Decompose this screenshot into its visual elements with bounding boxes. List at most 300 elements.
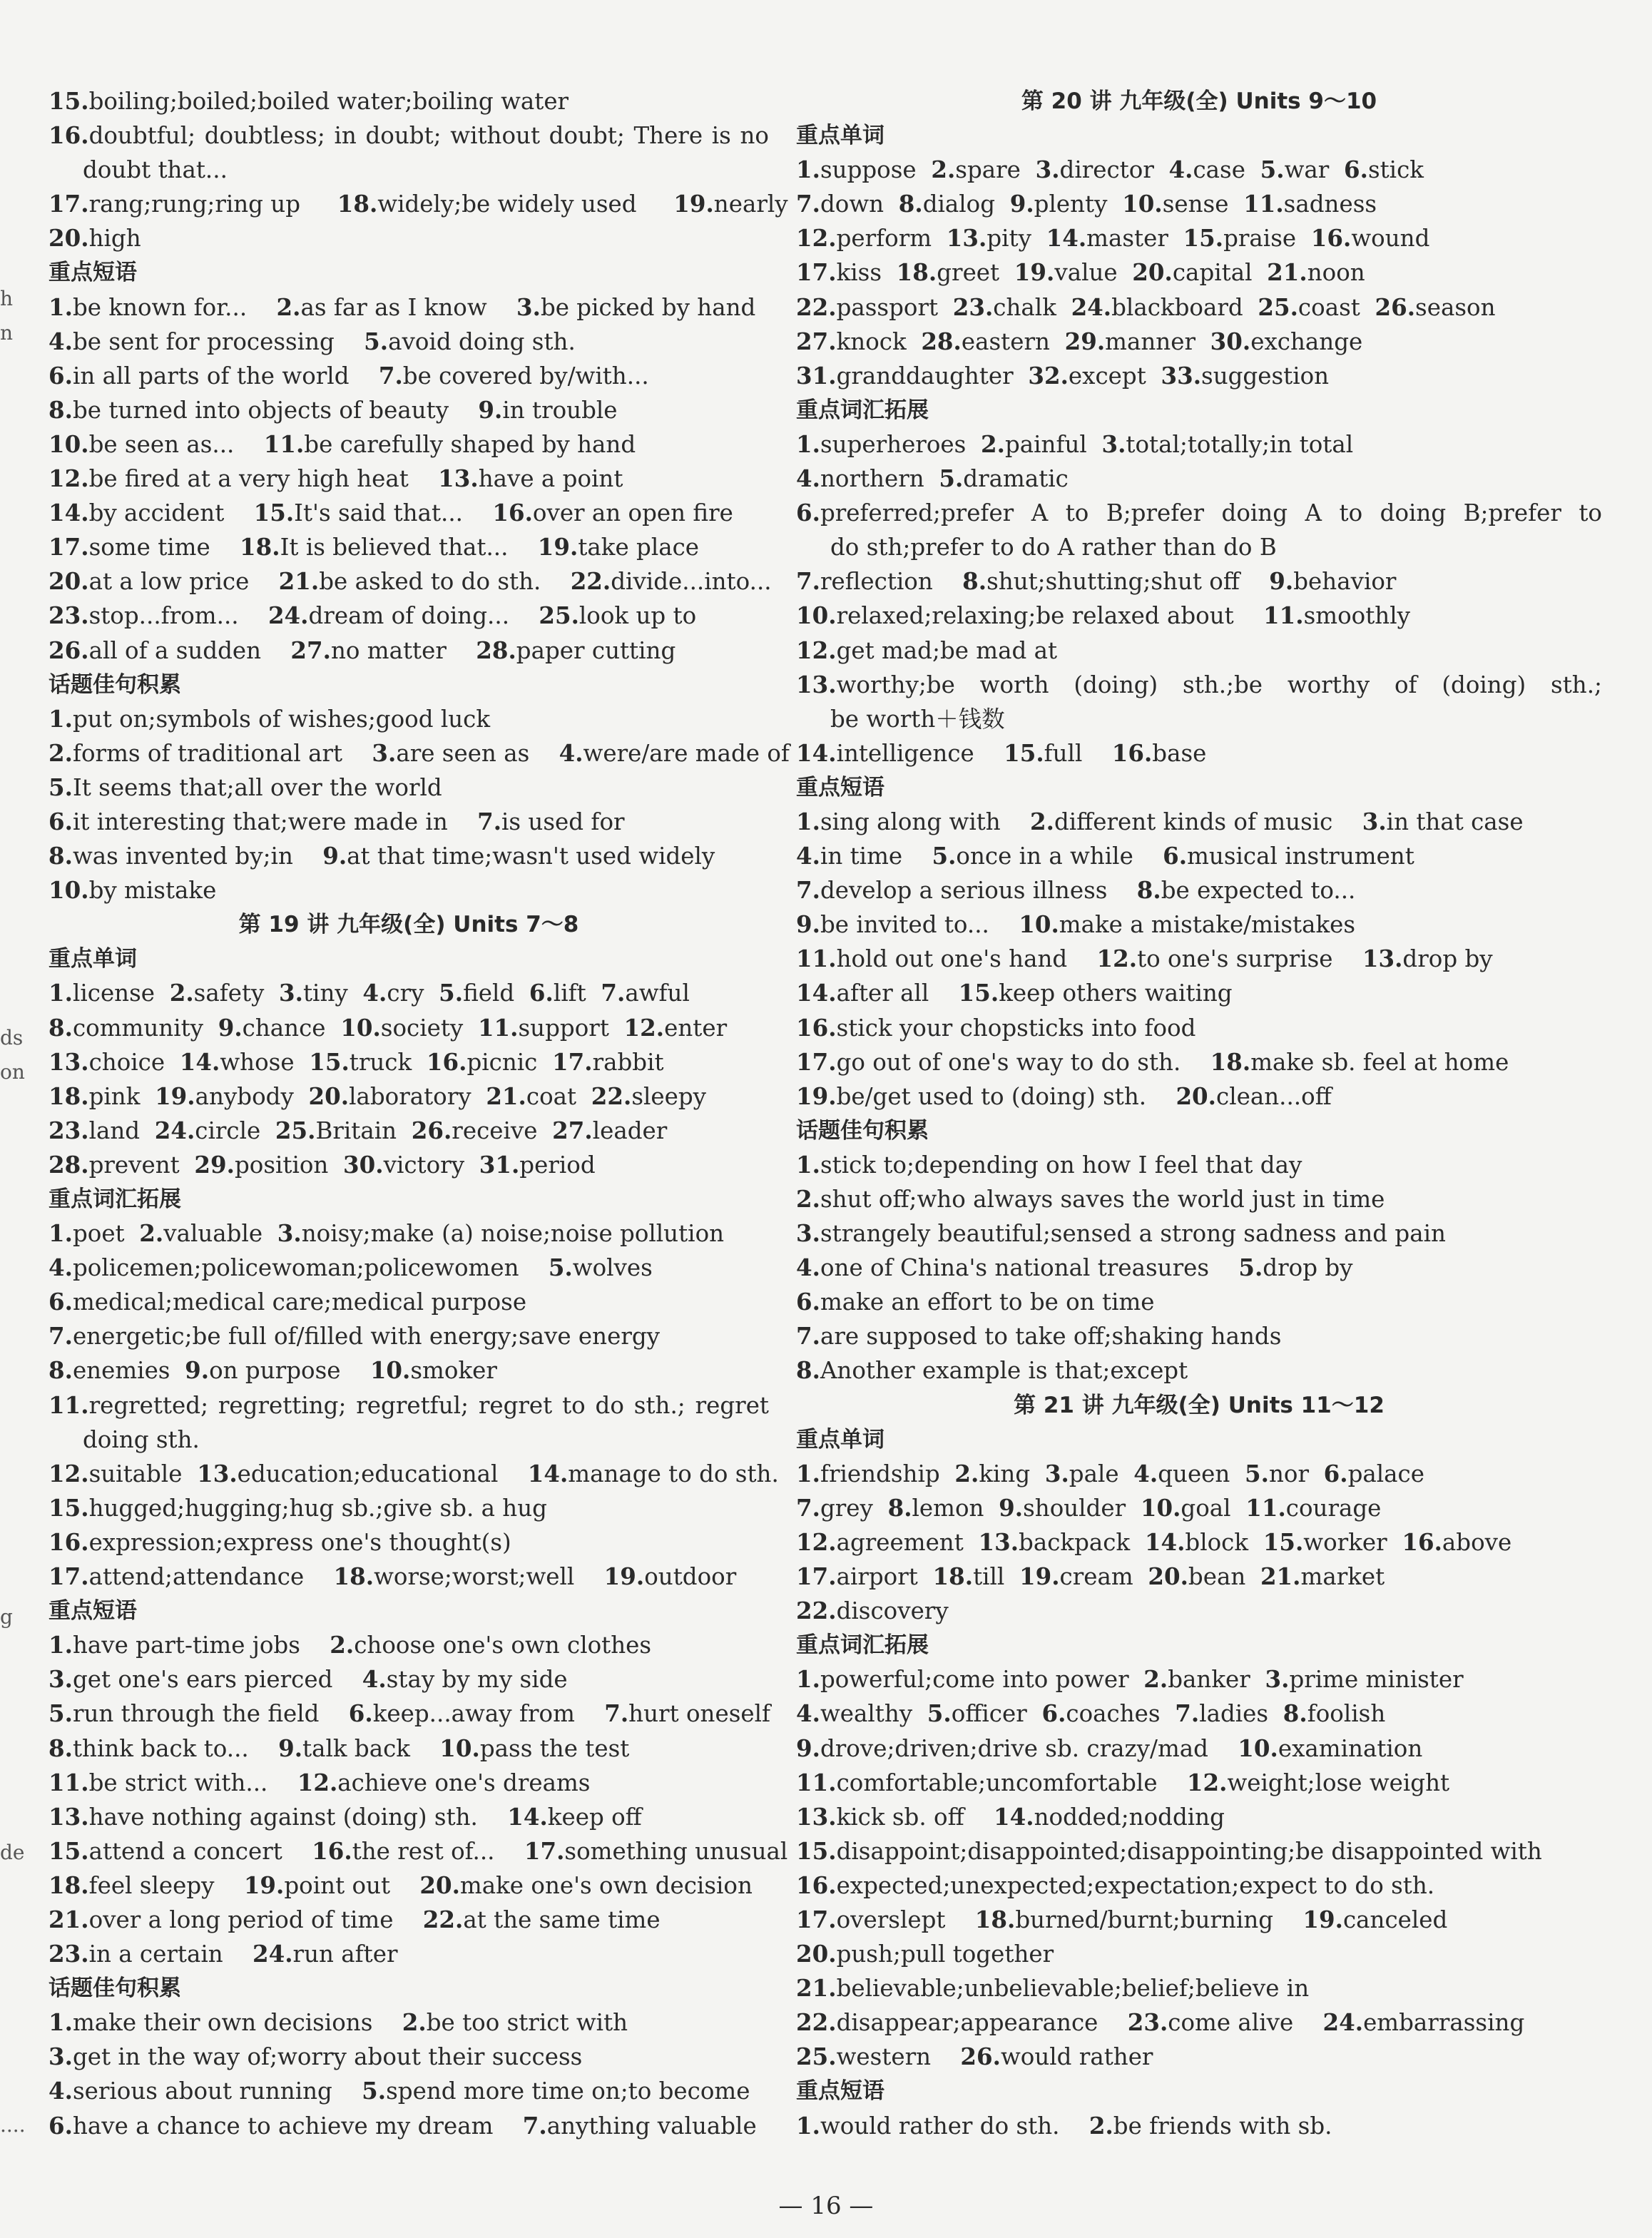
answer-text: courage	[1285, 1494, 1382, 1522]
item-number-dot: .	[1036, 738, 1044, 767]
item-number: 15	[309, 1047, 342, 1076]
item-number-dot: .	[570, 533, 578, 561]
answer-text: discovery	[836, 1597, 949, 1625]
item-number-dot: .	[990, 979, 999, 1007]
item-number-dot: .	[295, 429, 305, 458]
answer-text: base	[1152, 739, 1207, 767]
answer-text: clean...off	[1216, 1082, 1332, 1110]
answer-line	[796, 1285, 1602, 1319]
answer-text: once in a while	[956, 843, 1163, 870]
item-number: 22	[570, 567, 603, 596]
answer-line	[49, 564, 772, 599]
item-number: 17	[796, 258, 829, 287]
item-number-dot: .	[294, 1734, 303, 1762]
answer-text: palace	[1347, 1460, 1424, 1487]
answer-text: some time	[88, 534, 240, 561]
answer-text: have a chance to achieve my dream	[72, 2112, 523, 2140]
answer-text: serious about running	[72, 2077, 362, 2105]
item-number: 16	[312, 1836, 345, 1865]
item-number: 3	[279, 979, 295, 1007]
item-number: 6	[1041, 1699, 1059, 1728]
item-number: 1	[49, 1219, 65, 1248]
item-number-dot: .	[812, 1253, 820, 1282]
item-number-dot: .	[64, 1699, 73, 1728]
answer-text: go out of one's way to do sth.	[836, 1048, 1210, 1076]
answer-line	[49, 1319, 769, 1353]
item-number: 5	[364, 327, 380, 355]
item-number-dot: .	[64, 1013, 73, 1042]
item-number-dot: .	[812, 1150, 820, 1179]
item-number-dot: .	[64, 738, 73, 767]
answer-text: is used for	[501, 808, 625, 835]
item-number: 26	[960, 2043, 993, 2071]
answer-text: position	[234, 1151, 344, 1179]
answer-text: bean	[1188, 1563, 1260, 1591]
item-number: 15	[49, 87, 81, 115]
answer-text: prime minister	[1289, 1666, 1464, 1694]
item-number-dot: .	[1270, 1734, 1278, 1762]
item-number: 18	[974, 1905, 1007, 1933]
item-number-dot: .	[81, 1493, 89, 1522]
item-number: 27	[552, 1116, 585, 1144]
item-number-dot: .	[623, 1082, 632, 1110]
item-number-dot: .	[571, 601, 579, 630]
item-number: 6	[348, 1699, 365, 1728]
item-number: 21	[1267, 258, 1300, 287]
answer-text: coaches	[1066, 1700, 1176, 1728]
answer-text: enemies	[72, 1357, 185, 1385]
item-number: 8	[962, 567, 979, 596]
item-number-dot: .	[1394, 945, 1403, 973]
answer-text: picnic	[466, 1048, 553, 1076]
item-number: 2	[980, 429, 997, 458]
answer-text: praise	[1223, 225, 1311, 253]
answer-line	[49, 1628, 769, 1662]
item-number: 15	[796, 1836, 829, 1865]
item-number: 2	[169, 979, 186, 1007]
item-number: 16	[1402, 1527, 1434, 1556]
item-number-dot: .	[812, 190, 820, 218]
item-number-dot: .	[1407, 293, 1416, 321]
answer-text: smoothly	[1303, 602, 1410, 630]
answer-text: goal	[1181, 1494, 1246, 1522]
item-number-dot: .	[200, 1356, 210, 1385]
item-number: 6	[49, 361, 65, 390]
item-number-dot: .	[276, 1871, 285, 1899]
item-number-dot: .	[1254, 1253, 1263, 1282]
item-number-dot: .	[953, 327, 962, 355]
item-number: 29	[194, 1150, 227, 1179]
answer-text: be fired at a very high heat	[88, 465, 439, 493]
item-number-dot: .	[285, 499, 295, 527]
item-number: 3	[1101, 429, 1118, 458]
item-number-dot: .	[81, 224, 89, 253]
item-number: 4	[49, 1253, 65, 1282]
answer-line	[796, 873, 1602, 907]
answer-text: prevent	[88, 1151, 195, 1179]
item-number: 17	[49, 1562, 81, 1591]
answer-text: one of China's national treasures	[820, 1254, 1239, 1282]
answer-text: friendship	[820, 1460, 955, 1487]
item-number-dot: .	[812, 1734, 820, 1762]
answer-text: community	[72, 1014, 218, 1042]
item-number: 4	[1133, 1459, 1150, 1487]
answer-line	[796, 634, 1602, 668]
item-number: 11	[263, 429, 296, 458]
item-number-dot: .	[81, 121, 89, 150]
item-number: 1	[796, 1665, 812, 1694]
item-number: 5	[49, 773, 65, 801]
answer-text: queen	[1158, 1460, 1245, 1487]
item-number-dot: .	[1281, 1665, 1290, 1694]
item-number-dot: .	[812, 567, 820, 596]
item-number-dot: .	[964, 1562, 974, 1591]
answer-text: by mistake	[88, 877, 217, 905]
item-number-dot: .	[1060, 361, 1069, 390]
item-number: 13	[197, 1459, 230, 1487]
item-number-dot: .	[81, 190, 89, 218]
answer-text: in trouble	[502, 396, 618, 424]
item-number-dot: .	[292, 293, 301, 321]
item-number: 3	[1362, 807, 1379, 835]
section-heading: 话题佳句积累	[796, 1117, 929, 1144]
answer-text: in that case	[1386, 808, 1524, 835]
answer-text: It seems that;all over the world	[72, 773, 442, 801]
item-number-dot: .	[510, 1013, 519, 1042]
answer-text: whose	[220, 1048, 310, 1076]
item-number-dot: .	[64, 2077, 73, 2105]
item-number-dot: .	[1149, 1459, 1158, 1487]
answer-text: boiling;boiled;boiled water;boiling water	[88, 88, 569, 115]
answer-text: hold out one's hand	[836, 945, 1097, 973]
item-number: 9	[278, 1734, 295, 1762]
item-number-dot: .	[828, 1768, 837, 1796]
answer-line	[796, 1731, 1602, 1766]
item-number-dot: .	[1159, 1665, 1168, 1694]
answer-text: chalk	[993, 293, 1071, 321]
item-number-dot: .	[369, 190, 378, 218]
item-number: 9	[796, 1734, 812, 1762]
answer-line	[796, 1560, 1602, 1594]
item-number: 8	[1283, 1699, 1300, 1728]
item-number-dot: .	[828, 224, 837, 253]
right-column	[796, 84, 1602, 2143]
answer-line	[49, 187, 788, 221]
item-number-dot: .	[636, 1562, 645, 1591]
item-number: 25	[796, 2043, 829, 2071]
item-number-dot: .	[1360, 156, 1368, 184]
answer-text: receive	[452, 1117, 553, 1144]
item-number: 25	[1258, 293, 1290, 321]
item-number: 18	[333, 1562, 366, 1591]
item-number: 16	[1111, 738, 1144, 767]
item-number-dot: .	[64, 2111, 73, 2140]
answer-line	[796, 1148, 1602, 1182]
item-number: 18	[896, 258, 929, 287]
item-number: 3	[277, 1219, 294, 1248]
answer-text: think back to...	[72, 1734, 279, 1762]
answer-line	[796, 736, 1602, 770]
answer-line	[49, 1834, 788, 1868]
answer-text: point out	[284, 1871, 420, 1899]
item-number: 7	[796, 567, 812, 596]
answer-line	[49, 1114, 769, 1148]
answer-text: anything valuable	[546, 2112, 757, 2140]
answer-text: Britain	[315, 1117, 412, 1144]
answer-text: run through the field	[72, 1700, 349, 1728]
item-number: 8	[898, 190, 915, 218]
item-number-dot: .	[812, 429, 820, 458]
item-number-dot: .	[1178, 842, 1188, 870]
answer-line	[49, 873, 769, 907]
answer-text: behavior	[1293, 568, 1397, 596]
item-number-dot: .	[812, 464, 820, 493]
item-number: 20	[49, 567, 81, 596]
item-number-dot: .	[828, 361, 837, 390]
item-number-dot: .	[64, 2008, 73, 2037]
answer-text: safety	[193, 980, 280, 1007]
page-number: — 16 —	[778, 2192, 874, 2220]
item-number-dot: .	[402, 1356, 411, 1385]
item-number-dot: .	[539, 1802, 548, 1831]
item-number-dot: .	[81, 1150, 89, 1179]
item-number: 7	[477, 807, 494, 835]
answer-text: develop a serious illness	[820, 877, 1137, 905]
answer-line	[49, 2005, 769, 2040]
answer-line	[796, 496, 1602, 530]
answer-line	[796, 1834, 1602, 1868]
answer-text: was invented by;in	[72, 843, 323, 870]
item-number: 7	[522, 2111, 539, 2140]
item-number-dot: .	[812, 1322, 820, 1351]
item-number: 23	[1127, 2008, 1160, 2037]
section-heading: 重点单词	[49, 946, 137, 972]
item-number-dot: .	[295, 979, 303, 1007]
answer-line	[49, 1903, 769, 1937]
answer-text: keep...away from	[372, 1700, 605, 1728]
answer-text: push;pull together	[836, 1941, 1054, 1968]
answer-text: outdoor	[644, 1563, 737, 1591]
answer-text: pink	[88, 1082, 155, 1110]
answer-text: be/get used to (doing) sth.	[836, 1082, 1176, 1110]
item-number-dot: .	[387, 738, 397, 767]
answer-text: shut off;who always saves the world just in time	[820, 1186, 1385, 1213]
answer-text: make their own decisions	[72, 2009, 402, 2037]
item-number-dot: .	[81, 567, 89, 596]
answer-text: sing along with	[820, 808, 1031, 835]
item-number-dot: .	[272, 533, 280, 561]
continuation-line: doubt that...	[83, 156, 228, 184]
answer-text: lemon	[912, 1494, 999, 1522]
item-number: 10	[1140, 1493, 1173, 1522]
answer-line	[49, 1491, 769, 1525]
item-number: 29	[1064, 327, 1097, 355]
item-number: 15	[1183, 224, 1215, 253]
answer-line	[49, 839, 769, 873]
item-number-dot: .	[828, 636, 837, 664]
item-number: 19	[673, 190, 706, 218]
item-number: 6	[796, 1288, 812, 1316]
answer-text: passport	[836, 293, 953, 321]
answer-line	[49, 462, 769, 496]
item-number-dot: .	[454, 1905, 464, 1933]
margin-fragment: de	[0, 1841, 25, 1864]
item-number-dot: .	[64, 842, 73, 870]
item-number: 13	[49, 1802, 81, 1831]
answer-text: burned/burnt;burning	[1015, 1906, 1303, 1933]
answer-line	[796, 668, 1602, 702]
item-number-dot: .	[1103, 293, 1112, 321]
answer-text: dramatic	[963, 465, 1069, 493]
item-number: 10	[1019, 910, 1051, 939]
answer-line	[796, 1251, 1602, 1285]
item-number: 2	[1030, 807, 1046, 835]
item-number-dot: .	[81, 1940, 89, 1968]
item-number: 8	[49, 842, 65, 870]
item-number-dot: .	[1096, 327, 1106, 355]
item-number: 21	[486, 1082, 519, 1110]
item-number: 3	[49, 2043, 65, 2071]
answer-line	[796, 1937, 1602, 1971]
item-number-dot: .	[1128, 945, 1138, 973]
answer-text: achieve one's dreams	[337, 1769, 591, 1796]
item-number: 1	[796, 807, 812, 835]
item-number: 3	[516, 293, 533, 321]
answer-line	[49, 634, 769, 668]
item-number: 2	[1143, 1665, 1160, 1694]
answer-text: superheroes	[820, 430, 981, 458]
answer-text: run after	[292, 1941, 398, 1968]
answer-text: shut;shutting;shut off	[986, 568, 1270, 596]
answer-text: It's said that...	[294, 499, 493, 527]
section-heading: 话题佳句积累	[49, 671, 181, 698]
item-number-dot: .	[828, 1905, 837, 1933]
item-number: 9	[1009, 190, 1026, 218]
answer-text: disappoint;disappointed;disappointing;be disappointed with	[836, 1837, 1542, 1865]
item-number: 4	[796, 1253, 812, 1282]
item-number: 19	[1302, 1905, 1335, 1933]
item-number: 19	[537, 533, 570, 561]
item-number: 13	[978, 1527, 1011, 1556]
answer-text: no matter	[330, 636, 476, 664]
item-number: 7	[796, 876, 812, 905]
answer-text: education;educational	[237, 1460, 528, 1487]
item-number: 11	[477, 1013, 511, 1042]
answer-text: medical;medical care;medical purpose	[72, 1288, 527, 1316]
answer-line	[796, 255, 1602, 290]
item-number-dot: .	[459, 1047, 467, 1076]
item-number-dot: .	[928, 258, 937, 287]
item-number: 2	[276, 293, 293, 321]
answer-text: be expected to...	[1161, 877, 1356, 905]
item-number: 22	[796, 1597, 829, 1625]
answer-text: be seen as...	[88, 430, 264, 458]
answer-text: market	[1300, 1563, 1385, 1591]
margin-fragment: n	[0, 321, 14, 345]
answer-text: western	[836, 2043, 961, 2071]
item-number: 15	[1263, 1527, 1295, 1556]
answer-text: chance	[242, 1014, 341, 1042]
item-number: 6	[1323, 1459, 1340, 1487]
item-number: 19	[796, 1082, 829, 1110]
item-number: 7	[604, 1699, 621, 1728]
item-number: 10	[1122, 190, 1155, 218]
item-number-dot: .	[64, 807, 73, 835]
item-number-dot: .	[81, 87, 89, 115]
answer-text: tiny	[303, 980, 363, 1007]
item-number-dot: .	[345, 1631, 355, 1659]
answer-text: cry	[387, 980, 439, 1007]
answer-text: backpack	[1019, 1528, 1145, 1556]
answer-text: have part-time jobs	[72, 1632, 330, 1659]
item-number-dot: .	[575, 738, 583, 767]
item-number-dot: .	[1159, 2008, 1168, 2037]
item-number: 10	[369, 1356, 403, 1385]
item-number: 31	[796, 361, 829, 390]
continuation-line: be worth＋钱数	[830, 705, 1005, 733]
item-number-dot: .	[511, 1150, 520, 1179]
item-number: 17	[49, 190, 81, 218]
answer-text: land	[88, 1117, 155, 1144]
item-number-dot: .	[1007, 1905, 1016, 1933]
item-number: 5	[362, 2077, 378, 2105]
item-number: 3	[796, 1219, 812, 1248]
item-number: 3	[1035, 156, 1052, 184]
item-number: 14	[1144, 1527, 1178, 1556]
answer-text: nor	[1268, 1460, 1324, 1487]
answer-text: drove;driven;drive sb. crazy/mad	[820, 1734, 1238, 1762]
item-number-dot: .	[81, 1802, 89, 1831]
item-number: 18	[1210, 1047, 1243, 1076]
answer-text: on purpose	[209, 1357, 370, 1385]
item-number-dot: .	[1434, 1527, 1442, 1556]
answer-text: expected;unexpected;expectation;expect to do sth.	[836, 1871, 1435, 1899]
item-number: 11	[1263, 601, 1296, 630]
item-number-dot: .	[64, 1253, 73, 1282]
item-number-dot: .	[828, 1082, 837, 1110]
answer-text: wealthy	[820, 1700, 927, 1728]
item-number: 9	[796, 910, 812, 939]
answer-text: are seen as	[396, 739, 559, 767]
answer-text: suggestion	[1201, 362, 1330, 390]
item-number-dot: .	[81, 1768, 89, 1796]
item-number: 12	[1096, 945, 1129, 973]
answer-text: high	[88, 225, 141, 253]
answer-text: choose one's own clothes	[354, 1632, 652, 1659]
answer-line	[49, 1697, 769, 1731]
answer-text: anybody	[195, 1082, 309, 1110]
item-number: 28	[921, 327, 954, 355]
item-number-dot: .	[81, 1047, 89, 1076]
item-number: 23	[952, 293, 985, 321]
section-heading: 话题佳句积累	[49, 1975, 181, 2002]
answer-text: believable;unbelievable;belief;believe in	[836, 1975, 1310, 2003]
item-number: 14	[49, 499, 81, 527]
item-number-dot: .	[1014, 1493, 1024, 1522]
item-number-dot: .	[1153, 876, 1161, 905]
answer-text: above	[1442, 1528, 1512, 1556]
section-heading: 重点短语	[49, 1598, 137, 1624]
item-number: 13	[49, 1047, 81, 1076]
item-number-dot: .	[64, 773, 73, 801]
item-number-dot: .	[1154, 190, 1163, 218]
item-number-dot: .	[559, 1459, 568, 1487]
answer-text: preferred;prefer A to B;prefer doing A to doing B;prefer to	[820, 499, 1602, 527]
answer-text: till	[973, 1563, 1019, 1591]
answer-line	[796, 564, 1602, 599]
lesson-title: 第 20 讲 九年级(全) Units 9～10	[1021, 88, 1377, 114]
item-number: 8	[49, 395, 65, 424]
